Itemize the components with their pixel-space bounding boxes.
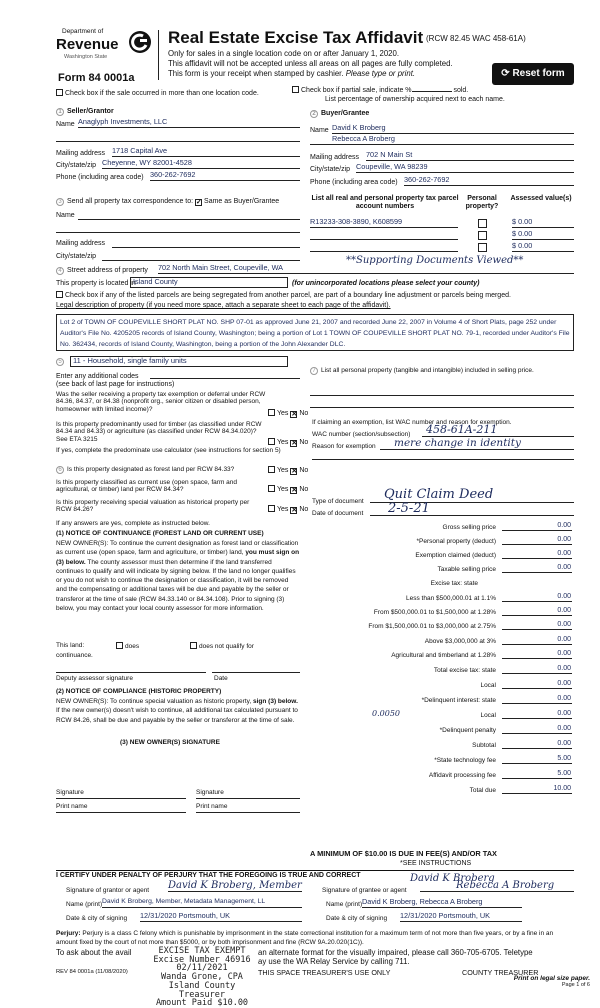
forest-land-question: 6 Is this property designated as forest land per RCW 84.33? xyxy=(56,466,234,474)
s6q1-yes-checkbox[interactable] xyxy=(268,466,275,473)
owner-signature-line-2[interactable] xyxy=(196,798,300,799)
buyer-phone-field[interactable]: 360-262-7692 xyxy=(404,176,574,186)
wac-field[interactable]: 458-61A-211 xyxy=(422,424,574,437)
owner-print-line-2[interactable] xyxy=(196,812,300,813)
notice-compliance-title: (2) NOTICE OF COMPLIANCE (HISTORIC PROPERTY) xyxy=(56,688,222,695)
tax-row-label: From $1,500,000.01 to $3,000,000 at 2.75% xyxy=(368,623,496,630)
seller-mailing-field[interactable]: 1718 Capital Ave xyxy=(112,147,300,157)
partial-sale-checkbox[interactable] xyxy=(292,86,299,93)
tax-row xyxy=(312,725,574,737)
grantor-name-label: Name (print) xyxy=(66,901,103,908)
see-instructions-note: *SEE INSTRUCTIONS xyxy=(400,860,472,867)
street-label: 4 Street address of property xyxy=(56,267,148,275)
tax-row-value[interactable]: 0.00 xyxy=(502,564,572,573)
tax-row-label: Local xyxy=(480,682,496,689)
relay-note: ay use the WA Relay Service by calling 711. xyxy=(258,957,410,966)
tax-row-label: *Delinquent penalty xyxy=(439,727,496,734)
q2-no-checkbox[interactable]: ✕ xyxy=(291,440,298,447)
q2-yes-checkbox[interactable] xyxy=(268,438,275,445)
local-rate: 0.0050 xyxy=(372,709,400,718)
tax-row xyxy=(312,621,574,633)
tax-row xyxy=(312,522,574,534)
grantee-signature-label: Signature of grantee or agent xyxy=(322,887,407,894)
buyer-city-field[interactable]: Coupeville, WA 98239 xyxy=(356,163,574,173)
tax-row xyxy=(312,578,574,590)
personal-property-checkbox[interactable] xyxy=(478,243,487,252)
certify-heading: I CERTIFY UNDER PENALTY OF PERJURY THAT THE FOREGOING IS TRUE AND CORRECT xyxy=(56,872,361,879)
doc-date-label: Date of document xyxy=(312,510,364,517)
tax-row-label: Total excise tax: state xyxy=(433,667,496,674)
corr-name-label: Name xyxy=(56,212,75,219)
form-title: Real Estate Excise Tax Affidavit xyxy=(168,28,424,47)
seller-phone-field[interactable]: 360-262-7692 xyxy=(150,171,300,181)
tax-row-value[interactable]: 0.00 xyxy=(502,536,572,545)
seller-heading: 1 Seller/Grantor xyxy=(56,108,114,116)
minimum-due-note: A MINIMUM OF $10.00 IS DUE IN FEE(S) AND/OR TAX xyxy=(310,849,497,858)
located-label: This property is located in xyxy=(56,280,136,287)
tax-row-label: Exemption claimed (deduct) xyxy=(415,552,496,559)
buyer-name-field[interactable]: David K Broberg xyxy=(332,124,574,134)
dor-logo xyxy=(56,28,154,68)
owner-signature-label-2: Signature xyxy=(196,789,224,796)
q1-yes-no: Yes ✕ No xyxy=(268,409,308,418)
grantee-name-label: Name (print) xyxy=(326,901,363,908)
exemption-deferral-question: Was the seller receiving a property tax exemption or deferral under RCW 84.36, 84.37, or 84.38 (nonprofit org., senior citizen or disabled person, homeowner with limited income)? xyxy=(56,391,266,413)
grantee-signature-1: David K Broberg xyxy=(410,873,495,884)
reason-field[interactable]: mere change in identity xyxy=(380,437,574,450)
assessed-value-header: Assessed value(s) xyxy=(510,195,572,202)
s6q2-no-checkbox[interactable]: ✕ xyxy=(291,487,298,494)
s6q3-yes-checkbox[interactable] xyxy=(268,505,275,512)
this-land-label: This land: xyxy=(56,642,85,649)
notice-continuance-title: (1) NOTICE OF CONTINUANCE (FOREST LAND OR CURRENT USE) xyxy=(56,530,264,537)
grantor-date-field[interactable]: 12/31/2020 Portsmouth, UK xyxy=(140,912,302,922)
s6q1-yes-no: Yes ✕ No xyxy=(268,466,308,475)
multi-location-checkbox[interactable] xyxy=(56,89,63,96)
tax-row-value[interactable]: 5.00 xyxy=(502,770,572,779)
accessibility-note-start: To ask about the avail xyxy=(56,948,132,957)
tax-row xyxy=(312,680,574,692)
seller-name-field[interactable]: Anaglyph Investments, LLC xyxy=(78,118,300,128)
doc-type-field[interactable]: Quit Claim Deed xyxy=(370,488,574,503)
new-owner-signature-title: (3) NEW OWNER(S) SIGNATURE xyxy=(120,739,220,746)
does-checkbox[interactable] xyxy=(116,642,123,649)
owner-signature-line-1[interactable] xyxy=(56,798,186,799)
s6q3-yes-no: Yes ✕ No xyxy=(268,505,308,514)
notice-compliance-text: NEW OWNER(S): To continue special valuation as historic property, sign (3) below. If the new owner(s) doesn't wish to continue, all additional tax calculated pursuant to RCW 84.26, shall be due and payable by the seller or transferor at the time of sale. xyxy=(56,698,298,724)
grantor-signature-label: Signature of grantor or agent xyxy=(66,887,150,894)
personal-property-header: Personal property? xyxy=(465,195,499,211)
does-not-check[interactable]: does not qualify for xyxy=(190,642,254,650)
parcels-header: List all real and personal property tax parcel account numbers xyxy=(311,195,459,211)
s6q3-no-checkbox[interactable]: ✕ xyxy=(291,507,298,514)
tax-row-value[interactable]: 0.00 xyxy=(502,621,572,630)
deputy-date-line[interactable] xyxy=(212,672,300,673)
tax-row xyxy=(312,740,574,752)
perjury-note: Perjury: Perjury is a class C felony which is punishable by imprisonment in the state correctional institution for a maximum term of not more than five years, or by a fine in an amount fixed by the court of not more than $5000, or by both imprisonment and fine (RCW 9A.20.020(1C)). xyxy=(56,930,554,946)
grantee-signature-field[interactable]: Rebecca A Broberg xyxy=(420,880,574,892)
tax-row-value[interactable]: 0.00 xyxy=(502,710,572,719)
multi-location-check[interactable]: Check box if the sale occurred in more than one location code. xyxy=(56,89,259,98)
predominant-use-note: If yes, complete the predominate use calculator (see instructions for section 5) xyxy=(56,447,281,454)
q2-yes-no: Yes ✕ No xyxy=(268,438,308,447)
legal-description-label: Legal description of property (if you need more space, attach a separate sheet to each page of the affidavit). xyxy=(56,302,391,309)
deputy-signature-line[interactable] xyxy=(56,672,206,673)
tax-row xyxy=(312,593,574,605)
corr-mailing-field[interactable] xyxy=(112,239,300,248)
tax-row xyxy=(312,536,574,548)
tax-row-value[interactable]: 0.00 xyxy=(502,607,572,616)
buyer-city-label: City/state/zip xyxy=(310,166,351,173)
tax-row-label: *State technology fee xyxy=(434,757,496,764)
seller-city-field[interactable]: Cheyenne, WY 82001-4528 xyxy=(102,159,300,169)
parcel-number-field[interactable]: R13233-308-3890, K608599 xyxy=(310,218,458,228)
tax-row-label: Affidavit processing fee xyxy=(428,772,496,779)
correspondence-row: 3 Send all property tax correspondence to: ✓ Same as Buyer/Grantee xyxy=(56,198,279,206)
page-number: Page 1 of 6 xyxy=(561,982,590,988)
tax-row-label: Local xyxy=(480,712,496,719)
corr-mailing-label: Mailing address xyxy=(56,240,106,247)
s6q2-yes-no: Yes ✕ No xyxy=(268,485,308,494)
deputy-signature-label: Deputy assessor signature xyxy=(56,675,133,682)
historic-question: Is this property receiving special valuation as historical property per RCW 84.26? xyxy=(56,499,250,514)
corr-name-field[interactable] xyxy=(78,211,300,220)
excise-exempt-stamp: EXCISE TAX EXEMPT Excise Number 46916 02/11/2021 Wanda Grone, CPA Island County Treasurer Amount Paid $10.00 xyxy=(153,946,251,1008)
seller-mailing-label: Mailing address xyxy=(56,150,106,157)
section5-num: 5 xyxy=(56,358,67,366)
buyer-mailing-label: Mailing address xyxy=(310,154,360,161)
tax-row-value[interactable]: 0.00 xyxy=(502,665,572,674)
personal-property-line-1[interactable] xyxy=(310,390,574,396)
tax-row-value[interactable]: 0.00 xyxy=(502,650,572,659)
county-select[interactable]: Island County xyxy=(130,277,288,288)
parcel-number-field[interactable] xyxy=(310,230,458,240)
ownership-note: List percentage of ownership acquired next to each name. xyxy=(325,96,505,103)
tax-row xyxy=(312,755,574,767)
seller-name-line2[interactable] xyxy=(56,136,300,142)
buyer-heading: 2 Buyer/Grantee xyxy=(310,110,369,118)
grantee-name-field[interactable]: David K Broberg, Rebecca A Broberg xyxy=(362,898,522,908)
owner-print-label-2: Print name xyxy=(196,803,228,810)
unincorporated-note: (for unincorporated locations please select your county) xyxy=(292,280,480,287)
tax-row xyxy=(312,710,574,722)
tax-row-label: Taxable selling price xyxy=(437,566,496,573)
tax-row-value[interactable]: 0.00 xyxy=(502,593,572,602)
additional-codes-label: Enter any additional codes xyxy=(56,373,139,380)
current-use-question: Is this property classified as current use (open space, farm and agricultural, or timber) land per RCW 84.34? xyxy=(56,479,238,494)
tax-row xyxy=(312,785,574,797)
does-not-checkbox[interactable] xyxy=(190,642,197,649)
buyer-name-label: Name xyxy=(310,127,329,134)
tax-row-label: Above $3,000,000 at 3% xyxy=(424,638,496,645)
tax-row xyxy=(312,636,574,648)
tax-row-label: *Personal property (deduct) xyxy=(416,538,496,545)
tax-row-value[interactable]: 0.00 xyxy=(502,522,572,531)
exemption-claim-note: If claiming an exemption, list WAC number and reason for exemption. xyxy=(312,419,512,426)
see-back-note: (see back of last page for instructions) xyxy=(56,381,175,388)
owner-print-line-1[interactable] xyxy=(56,812,186,813)
form-number: Form 84 0001a xyxy=(58,72,135,84)
notice-complete: This affidavit will not be accepted unless all areas on all pages are fully completed. xyxy=(168,59,453,68)
owner-print-label-1: Print name xyxy=(56,803,88,810)
use-code-select[interactable]: 11 - Household, single family units xyxy=(70,356,288,367)
grantee-date-label: Date & city of signing xyxy=(326,915,388,922)
notice-receipt: This form is your receipt when stamped by cashier. Please type or print. xyxy=(168,69,416,78)
header-divider xyxy=(158,30,159,80)
tax-row-label: Excise tax: state xyxy=(430,580,478,587)
tax-row-label: From $500,000.01 to $1,500,000 at 1.28% xyxy=(373,609,496,616)
q1-yes-checkbox[interactable] xyxy=(268,409,275,416)
form-rcw: (RCW 82.45 WAC 458-61A) xyxy=(426,34,526,43)
s6q1-no-checkbox[interactable]: ✕ xyxy=(291,468,298,475)
segregated-check[interactable]: Check box if any of the listed parcels are being segregated from another parcel, are part of a boundary line adjustment or parcels being merged. xyxy=(56,291,511,300)
tax-row xyxy=(312,695,574,707)
tax-row-value[interactable]: 10.00 xyxy=(502,785,572,794)
assessed-value-field[interactable]: $ 0.00 xyxy=(512,242,574,252)
accessibility-note-end: an alternate format for the visually impaired, please call 360-705-6705. Teletype xyxy=(258,948,533,957)
tax-row xyxy=(312,550,574,562)
tax-row-label: Subtotal xyxy=(472,742,496,749)
continuance-label: continuance. xyxy=(56,652,93,659)
personal-property-note: 7 List all personal property (tangible and intangible) included in selling price. xyxy=(310,367,574,375)
reset-icon: ⟳ xyxy=(501,68,510,79)
grantor-date-label: Date & city of signing xyxy=(66,915,128,922)
assessed-value-field[interactable]: $ 0.00 xyxy=(512,218,574,228)
partial-sale-check[interactable]: Check box if partial sale, indicate % sold. xyxy=(292,86,468,95)
corr-city-label: City/state/zip xyxy=(56,253,97,260)
same-as-buyer-checkbox[interactable]: ✓ xyxy=(196,199,202,206)
tax-row-value[interactable]: 0.00 xyxy=(502,636,572,645)
personal-property-line-2[interactable] xyxy=(310,402,574,408)
tax-row-label: Agricultural and timberland at 1.28% xyxy=(391,652,496,659)
notice-continuance-text: NEW OWNER(S): To continue the current designation as forest land or classification as current use (open space, farm and agriculture, or timber) land, you must sign on (3) below. The county assessor must then determine if the land transferred continues to qualify and will indicate by signing below. If the land no longer qualifies or you do not wish to continue the designation or classification, it will be removed and the compensating or additional taxes will be due and payable by the seller or transferor at the time of sale (RCW 84.33.140 or 84.34.108). Prior to signing (3) below, you may contact your local county assessor for more information. xyxy=(56,540,300,613)
reason-line-2[interactable] xyxy=(312,452,574,460)
tax-row xyxy=(312,564,574,576)
treasurer-use-only: THIS SPACE TREASURER'S USE ONLY xyxy=(258,968,391,977)
doc-type-label: Type of document xyxy=(312,498,364,505)
corr-city-field[interactable] xyxy=(102,252,300,261)
dept-state: Washington State xyxy=(64,54,108,60)
segregated-checkbox[interactable] xyxy=(56,291,63,298)
tax-row-value[interactable]: 0.00 xyxy=(502,550,572,559)
reset-label: Reset form xyxy=(512,68,565,79)
tax-row-label: Total due xyxy=(469,787,496,794)
tax-row xyxy=(312,665,574,677)
dor-logo-icon xyxy=(128,30,152,54)
q1-no-checkbox[interactable]: ✕ xyxy=(291,411,298,418)
buyer-mailing-field[interactable]: 702 N Main St xyxy=(366,151,574,161)
grantee-date-field[interactable]: 12/31/2020 Portsmouth, UK xyxy=(400,912,522,922)
answers-note: If any answers are yes, complete as instructed below. xyxy=(56,520,210,527)
tax-row-value[interactable]: 0.00 xyxy=(502,740,572,749)
seller-city-label: City/state/zip xyxy=(56,162,97,169)
doc-date-field[interactable]: 2-5-21 xyxy=(370,502,574,516)
dept-name: Revenue xyxy=(56,36,119,53)
tax-row-value[interactable]: 0.00 xyxy=(502,695,572,704)
additional-codes-field[interactable] xyxy=(150,370,300,379)
wac-label: WAC number (section/subsection) xyxy=(312,431,411,438)
tax-row-value[interactable]: 0.00 xyxy=(502,725,572,734)
tax-row-value[interactable]: 0.00 xyxy=(502,680,572,689)
tax-row xyxy=(312,607,574,619)
parcel-number-field[interactable] xyxy=(310,242,458,252)
legal-description-field[interactable]: Lot 2 of TOWN OF COUPEVILLE SHORT PLAT NO. SHP 07-01 as approved June 21, 2007 and recorded June 22, 2007 in Volume 4 of Short Plats, page 252 under Auditor's File No. 4205205 records of Island County, Washington; being a portion of Lot 1 TOWN OF COUPEVILLE SHORT PLAT NO. 79-1, recorded under Auditor's File No. 362434, records of Island County, Washington, being a portion of the John Alexander DLC. xyxy=(56,314,574,351)
county-treasurer-label: COUNTY TREASURER xyxy=(462,968,539,977)
tax-row-label: *Delinquent interest: state xyxy=(421,697,496,704)
certify-divider xyxy=(56,870,574,871)
notice-single-location: Only for sales in a single location code on or after January 1, 2020. xyxy=(168,49,400,58)
assessed-value-field[interactable]: $ 0.00 xyxy=(512,230,574,240)
seller-phone-label: Phone (including area code) xyxy=(56,174,144,181)
deputy-date-label: Date xyxy=(214,675,228,682)
timber-question: Is this property predominantly used for timber (as classified under RCW 84.34 and 84.33) or agriculture (as classified under RCW 84.34.020)? See ETA 3215 xyxy=(56,421,262,443)
legal-paper-note: Print on legal size paper. xyxy=(513,975,590,982)
tax-row-value[interactable]: 5.00 xyxy=(502,755,572,764)
tax-row xyxy=(312,770,574,782)
buyer-name-field-2[interactable]: Rebecca A Broberg xyxy=(310,135,574,145)
street-field[interactable]: 702 North Main Street, Coupeville, WA xyxy=(158,264,574,274)
tax-row-label: Gross selling price xyxy=(442,524,496,531)
grantor-name-field[interactable]: David K Broberg, Member, Metadata Management, LL xyxy=(102,898,302,908)
seller-name-label: Name xyxy=(56,121,75,128)
personal-property-checkbox[interactable] xyxy=(478,219,487,228)
corr-name-line2[interactable] xyxy=(56,225,300,233)
tax-row xyxy=(312,650,574,662)
rev-number: REV 84 0001a (11/08/2020) xyxy=(56,969,128,975)
grantor-signature-field[interactable]: David K Broberg, Member xyxy=(168,880,302,891)
reset-form-button[interactable] xyxy=(492,63,574,85)
s6q2-yes-checkbox[interactable] xyxy=(268,485,275,492)
owner-signature-label-1: Signature xyxy=(56,789,84,796)
buyer-phone-label: Phone (including area code) xyxy=(310,179,398,186)
supporting-docs-note: **Supporting Documents Viewed** xyxy=(346,255,524,266)
reason-label: Reason for exemption xyxy=(312,443,376,450)
tax-row-label: Less than $500,000.01 at 1.1% xyxy=(406,595,496,602)
personal-property-checkbox[interactable] xyxy=(478,231,487,240)
does-check[interactable]: does xyxy=(116,642,139,650)
partial-sale-percent[interactable] xyxy=(412,91,452,92)
dept-line1: Department of xyxy=(62,28,104,35)
